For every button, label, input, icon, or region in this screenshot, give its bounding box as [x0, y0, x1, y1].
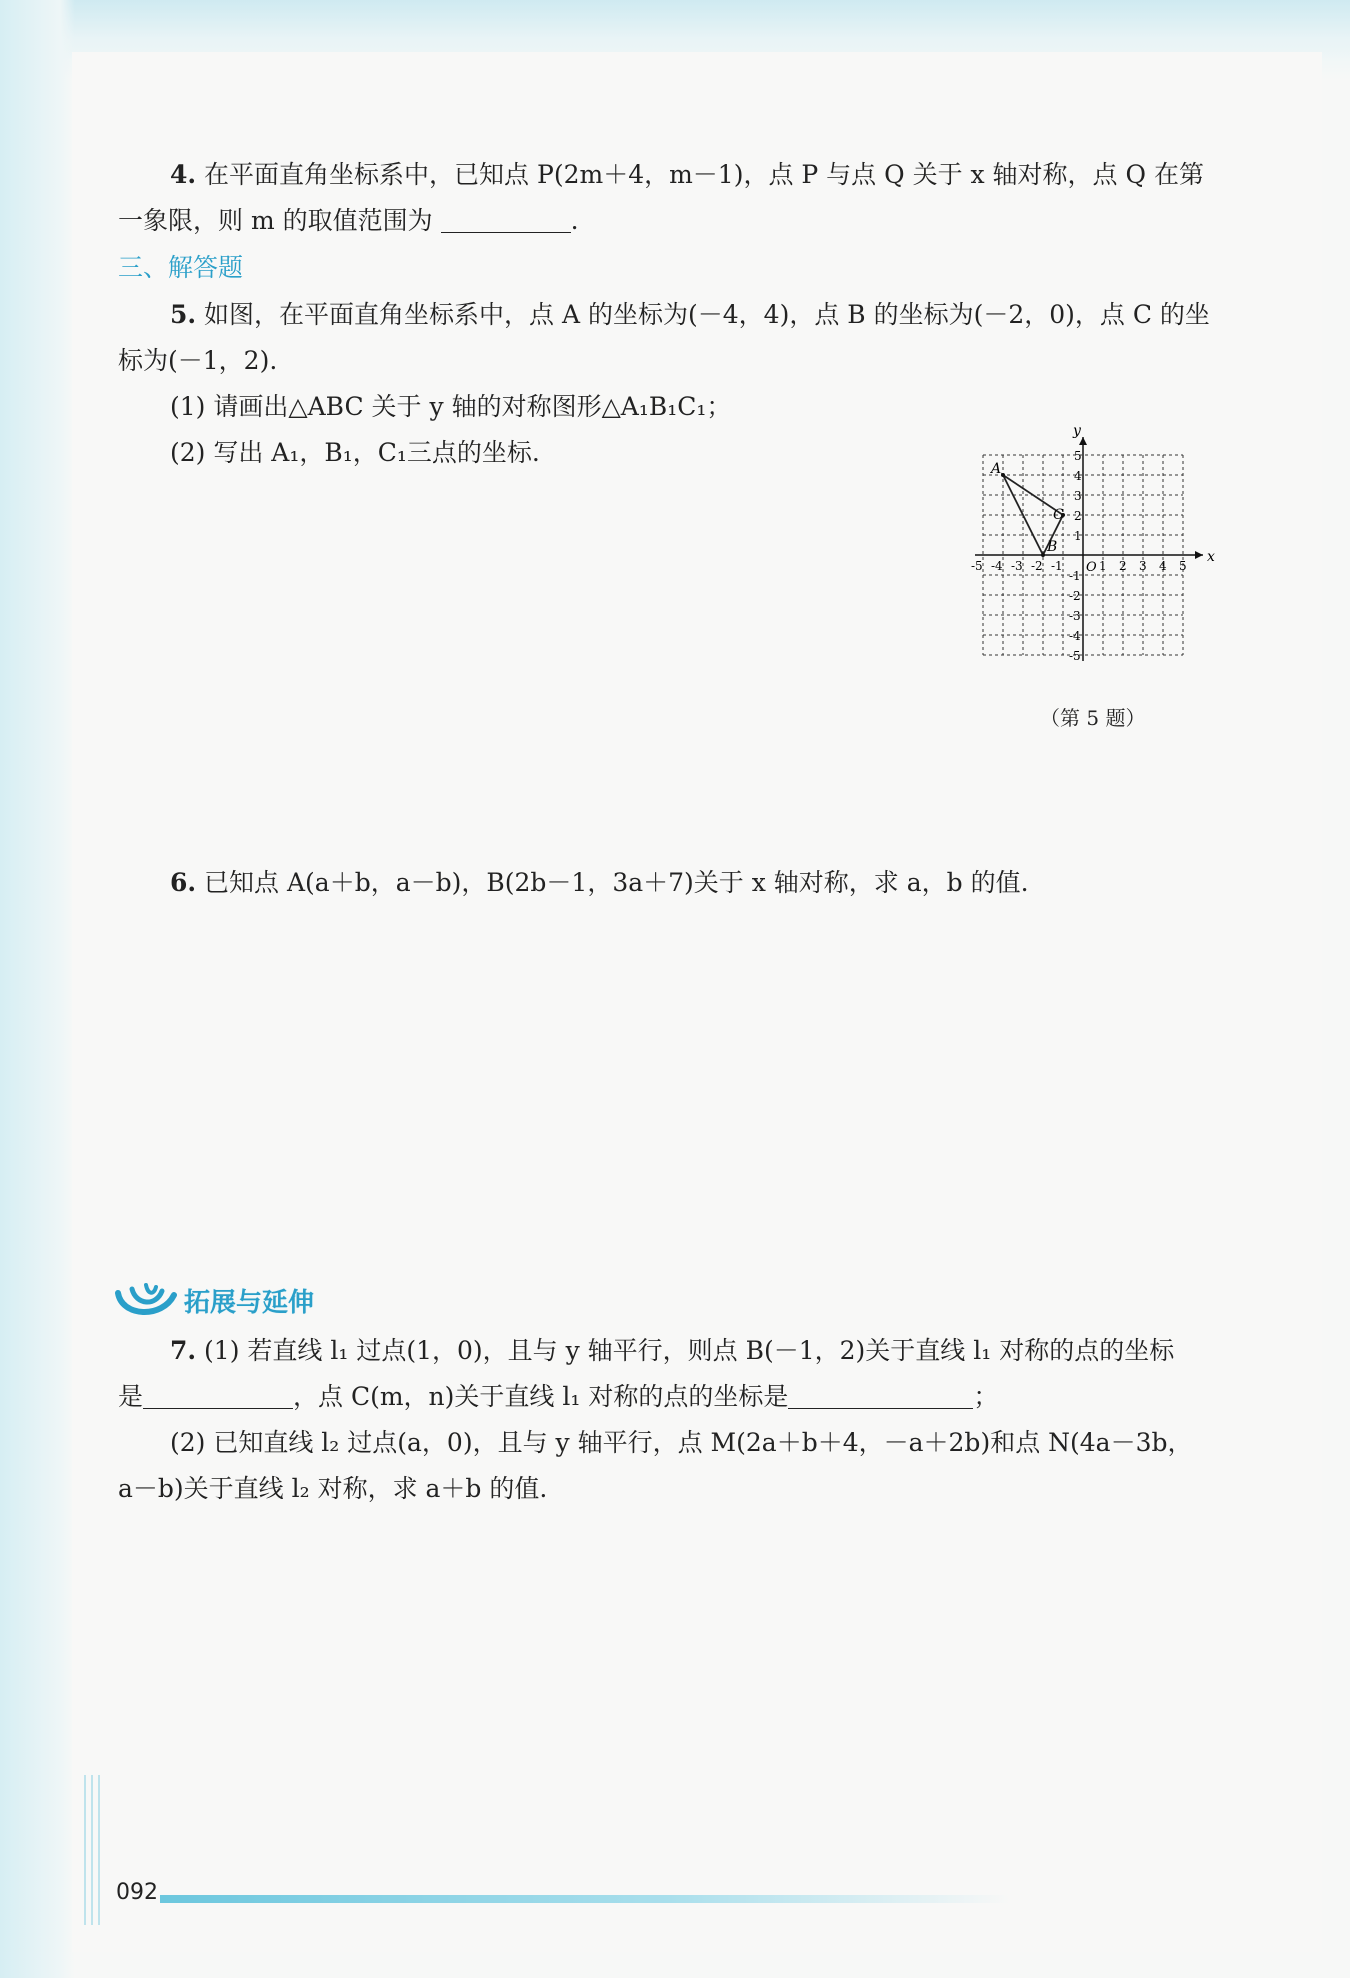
question-number: 7. [170, 1336, 197, 1365]
y-tick-label: 3 [1074, 489, 1082, 503]
answer-blank[interactable] [441, 202, 571, 233]
answer-blank-1[interactable] [143, 1378, 293, 1409]
section-title-answers: 三、解答题 [118, 253, 244, 282]
x-tick-label: 1 [1099, 559, 1107, 573]
point-label-c: C [1053, 507, 1064, 523]
y-tick-label: -2 [1069, 589, 1081, 603]
y-tick-label: 2 [1074, 509, 1082, 523]
top-decor-band [0, 0, 1350, 60]
question-text-line1: 如图，在平面直角坐标系中，点 A 的坐标为(－4，4)，点 B 的坐标为(－2，0)，点 C 的坐 [196, 300, 1210, 329]
point-b [1041, 553, 1045, 557]
question-text-line2c: ； [973, 1382, 999, 1411]
x-tick-label: 5 [1179, 559, 1187, 573]
y-tick-label: 4 [1074, 469, 1082, 483]
extension-header [112, 1275, 412, 1325]
sub-question-2: (2) 写出 A₁，B₁，C₁三点的坐标. [170, 438, 540, 467]
x-axis-arrow [1195, 551, 1203, 559]
footer-decor-lines [84, 1775, 114, 1925]
question-6 [118, 860, 1248, 906]
y-tick-label: -1 [1069, 569, 1081, 583]
sub-question-1: (1) 请画出△ABC 关于 y 轴的对称图形△A₁B₁C₁； [170, 392, 732, 421]
x-tick-label: -1 [1051, 559, 1063, 573]
answer-blank-2[interactable] [788, 1378, 973, 1409]
question-4 [118, 152, 1248, 244]
point-label-b: B [1047, 539, 1058, 555]
question-text-line3: (2) 已知直线 l₂ 过点(a，0)，且与 y 轴平行，点 M(2a＋b＋4，－a＋2b)和点 N(4a－3b， [170, 1428, 1193, 1457]
x-axis-label: x [1207, 549, 1215, 565]
question-number: 5. [170, 300, 197, 329]
origin-label: O [1086, 560, 1097, 575]
question-text-line2: 一象限，则 m 的取值范围为 [118, 206, 433, 235]
extension-title: 拓展与延伸 [184, 1288, 315, 1318]
x-tick-label: -5 [971, 559, 983, 573]
coordinate-grid-figure [940, 400, 1240, 740]
swoosh-icon [112, 1275, 182, 1325]
question-text-line1: (1) 若直线 l₁ 过点(1，0)，且与 y 轴平行，则点 B(－1，2)关于直线 l₁ 对称的点的坐标 [196, 1336, 1175, 1365]
point-a [1001, 473, 1005, 477]
y-tick-label: -5 [1069, 649, 1081, 663]
y-tick-label: 5 [1074, 449, 1082, 463]
question-text-line2b: ，点 C(m，n)关于直线 l₁ 对称的点的坐标是 [293, 1382, 789, 1411]
page-number: 092 [116, 1880, 158, 1905]
y-tick-label: -3 [1069, 609, 1081, 623]
question-text: 已知点 A(a＋b，a－b)，B(2b－1，3a＋7)关于 x 轴对称，求 a，b 的值. [196, 868, 1029, 897]
x-tick-label: -4 [991, 559, 1003, 573]
question-text-line1: 在平面直角坐标系中，已知点 P(2m＋4，m－1)，点 P 与点 Q 关于 x 轴对称，点 Q 在第 [196, 160, 1204, 189]
point-label-a: A [991, 461, 1002, 477]
sentence-end: . [570, 206, 579, 235]
figure-caption: （第 5 题） [1040, 706, 1146, 730]
x-tick-label: -2 [1031, 559, 1043, 573]
question-number: 6. [170, 868, 197, 897]
question-7 [118, 1328, 1248, 1512]
question-number: 4. [170, 160, 197, 189]
y-tick-label: 1 [1074, 529, 1082, 543]
x-tick-label: 3 [1139, 559, 1147, 573]
footer-bar [160, 1895, 1010, 1903]
x-tick-label: 2 [1119, 559, 1127, 573]
x-tick-label: -3 [1011, 559, 1023, 573]
y-tick-label: -4 [1069, 629, 1081, 643]
question-text-line2: 标为(－1，2). [118, 346, 278, 375]
x-tick-label: 4 [1159, 559, 1167, 573]
left-decor-band [0, 0, 75, 1978]
question-text-line2a: 是 [118, 1382, 144, 1411]
question-text-line4: a－b)关于直线 l₂ 对称，求 a＋b 的值. [118, 1474, 548, 1503]
y-axis-label: y [1073, 423, 1081, 439]
